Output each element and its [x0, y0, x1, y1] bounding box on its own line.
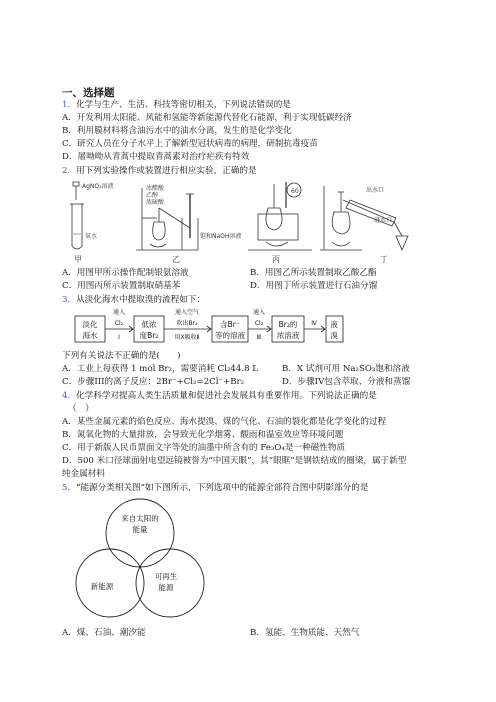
q3-option-b: B．X 试剂可用 Na₂SO₃饱和溶液	[282, 364, 410, 374]
apparatus-figure	[62, 178, 422, 266]
q4-stem2: （ ）	[68, 404, 94, 414]
flow-box-4-line2: 浓溶液	[276, 331, 300, 340]
label-naoh: 饱和NaOH溶液	[200, 233, 242, 240]
question-1-stem	[62, 100, 291, 111]
q1-option-c: C．研究人员在分子水平上了解新型冠状病毒的病理，研制抗毒疫苗	[62, 139, 318, 149]
arrow-3-bot: Ⅲ	[256, 334, 262, 341]
q2-option-d: D．用图丁所示装置进行石油分馏	[250, 281, 378, 291]
question-number: 5．	[62, 483, 77, 493]
q4-option-c: C．用于新版人民币票面文字等处的油墨中所含有的 Fe₃O₄是一种磁性物质	[62, 443, 346, 453]
q5-option-a: A．煤、石油、潮汐能	[62, 628, 146, 638]
question-text: 从淡化海水中提取溴的流程如下：	[76, 295, 205, 305]
q4-option-d: D．500 米口径球面射电望远镜被誉为“中国天眼”，其“眼眶”是钢铁结成的圈梁，属于新型	[62, 456, 407, 466]
q2-option-c: C．用图丙所示装置制取硝基苯	[62, 281, 181, 291]
question-2-stem	[62, 166, 257, 177]
label-bing: 丙	[272, 255, 280, 264]
flow-box-3-line1: 含Br⁻	[220, 320, 240, 329]
label-water-in: 进水口	[374, 217, 393, 224]
q3-option-d: D．步骤IV包含萃取、分液和蒸馏	[282, 377, 411, 387]
label-agno3: AgNO₃溶液	[82, 183, 114, 190]
question-text: 化学与生产、生活、科技等密切相关，下列说法错误的是	[76, 100, 291, 110]
arrow-1-mid: Cl₂	[114, 320, 124, 327]
q3-option-c: C．步骤III的离子反应：2Br⁻+Cl₂=2Cl⁻+Br₂	[62, 377, 245, 387]
label-ethanol: 乙醇	[146, 192, 159, 199]
arrow-1-bot: Ⅰ	[118, 334, 120, 341]
venn-diagram	[70, 497, 210, 623]
label-jia: 甲	[74, 255, 82, 264]
question-5-stem	[62, 483, 368, 494]
q1-option-b: B．利用膜材料将含油污水中的油水分离，发生的是化学变化	[62, 126, 292, 136]
figure-ding	[320, 186, 408, 250]
venn-right-line1: 可再生	[154, 572, 178, 581]
label-ammonia: 氨水	[85, 233, 98, 240]
bromine-flowchart	[74, 308, 344, 348]
q1-option-d: D．屠呦呦从青蒿中提取青蒿素对治疗疟疾有特效	[62, 152, 250, 162]
arrow-2-mid: 吹出Br₂	[176, 320, 198, 327]
flow-box-2-line2: 度Br₂	[139, 331, 159, 340]
q1-option-a: A．开发利用太阳能、风能和氢能等新能源代替化石能源，利于实现低碳经济	[62, 113, 352, 123]
flow-box-1-line1: 淡化	[82, 320, 98, 329]
q3-stem2: 下列有关说法不正确的是( )	[62, 351, 181, 361]
arrow-2-bot: 用X吸收Ⅱ	[174, 334, 200, 341]
question-3-stem	[62, 295, 205, 306]
question-number: 1．	[62, 100, 77, 110]
flow-box-1-line2: 海水	[82, 331, 98, 340]
question-number: 4．	[62, 391, 77, 401]
arrow-2-top: 通入空气	[174, 309, 200, 316]
q3-option-a: A．工业上每获得 1 mol Br₂，需要消耗 Cl₂44.8 L	[62, 364, 259, 374]
q5-option-b: B．氢能、生物质能、天然气	[250, 628, 360, 638]
q4-option-d-cont: 纯金属材料	[62, 469, 105, 479]
figure-jia	[70, 182, 84, 249]
flow-box-5-line1: 液	[330, 320, 338, 329]
q2-option-a: A．用图甲所示操作配制银氨溶液	[62, 268, 189, 278]
arrow-3-top: 通入	[252, 309, 266, 316]
venn-top-line2: 能量	[132, 525, 148, 534]
venn-left-label: 新能源	[90, 582, 114, 591]
question-4-stem	[62, 391, 377, 402]
label-60: 60	[291, 188, 299, 195]
question-text: 用下列实验操作或装置进行相应实验，正确的是	[76, 166, 257, 176]
question-number: 3．	[62, 295, 77, 305]
label-ding: 丁	[380, 255, 388, 264]
venn-right-line2: 能源	[158, 583, 174, 592]
q4-option-a: A．某些金属元素的焰色反应、海水提溴、煤的气化、石油的裂化都是化学变化的过程	[62, 417, 387, 427]
q4-option-b: B．氮氧化物的大量排放，会导致光化学烟雾、酸雨和温室效应等环境问题	[62, 430, 344, 440]
flow-box-5-line2: 溴	[330, 331, 338, 340]
flow-box-3-line2: 等的溶液	[215, 331, 245, 340]
label-water-out: 出水口	[366, 187, 385, 194]
arrow-4-mid: Ⅳ	[311, 320, 317, 327]
question-text: 化学科学对提高人类生活质量和促进社会发展具有重要作用。下列说法正确的是	[76, 391, 377, 401]
venn-top-line1: 来自太阳的	[121, 514, 159, 523]
figure-bing	[248, 182, 312, 250]
label-ice-acetic: 冰醋酸	[146, 185, 165, 192]
arrow-1-top: 通入	[112, 309, 126, 316]
question-number: 2．	[62, 166, 77, 176]
label-yi: 乙	[172, 255, 180, 264]
section-title: 一、选择题	[62, 87, 115, 99]
q2-option-b: B．用图乙所示装置制取乙酸乙酯	[250, 268, 377, 278]
arrow-3-mid: Cl₂	[254, 320, 264, 327]
label-h2so4: 浓硫酸	[146, 199, 165, 206]
flow-box-2-line1: 低浓	[141, 320, 157, 329]
question-text: “能源分类相关图”如下图所示，下列选项中的能源全部符合图中阴影部分的是	[76, 483, 369, 493]
flow-box-4-line1: Br₂的	[278, 320, 298, 329]
